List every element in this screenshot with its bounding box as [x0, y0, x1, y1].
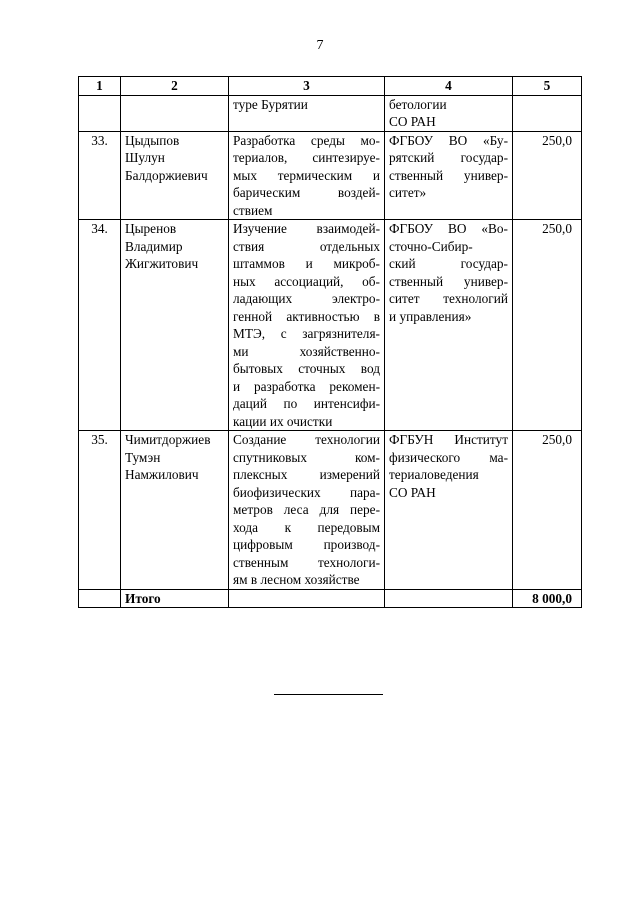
- topic-cell: [229, 431, 385, 590]
- topic-cell: [229, 131, 385, 220]
- name-line: Намжилович: [125, 467, 199, 482]
- name-line: Владимир: [125, 238, 183, 254]
- topic-line: мых термическим и: [233, 167, 380, 183]
- topic-line: метров леса для пере-: [233, 502, 380, 517]
- topic-line: ных ассоциаций, об-: [233, 273, 380, 289]
- organization-line: ситет технологий: [389, 291, 508, 306]
- organization-line: сточно-Сибир-: [389, 238, 473, 254]
- organization-line: физического ма-: [389, 449, 508, 465]
- topic-line: генной активностью в: [233, 308, 380, 324]
- name-cell: [121, 220, 229, 431]
- number-cell: 34.: [79, 220, 121, 431]
- organization-line: бетологии: [389, 96, 447, 112]
- topic-line: спутниковых ком-: [233, 449, 380, 465]
- organization-line: ФГБОУ ВО «Во-: [389, 221, 508, 236]
- topic-line: ми хозяйственно-: [233, 343, 380, 359]
- number-cell: [79, 95, 121, 131]
- organization-line: ФГБУН Институт: [389, 432, 508, 447]
- organization-line: СО РАН: [389, 484, 436, 500]
- topic-line: ладающих электро-: [233, 291, 380, 306]
- grants-table: [78, 76, 582, 608]
- topic-line: цифровым производ-: [233, 537, 380, 552]
- topic-line: ям в лесном хозяйстве: [233, 572, 360, 587]
- topic-line: барическим воздей-: [233, 185, 380, 200]
- topic-line: бытовых сточных вод: [233, 361, 380, 376]
- topic-line: биофизических пара-: [233, 484, 380, 500]
- topic-line: хода к передовым: [233, 519, 380, 535]
- table-row: [79, 431, 582, 590]
- name-cell: [121, 131, 229, 220]
- total-row: [79, 589, 582, 608]
- topic-line: териалов, синтезируе-: [233, 150, 380, 165]
- topic-line: Создание технологии: [233, 432, 380, 447]
- topic-line: кации их очистки: [233, 413, 333, 429]
- name-cell: [121, 431, 229, 590]
- header-cell: 3: [229, 77, 385, 96]
- name-line: Жигжитович: [125, 256, 199, 271]
- topic-line: Изучение взаимодей-: [233, 221, 380, 236]
- table-header-row: [79, 77, 582, 96]
- amount-cell: [513, 95, 582, 131]
- organization-cell: [385, 589, 513, 608]
- organization-line: ФГБОУ ВО «Бу-: [389, 132, 508, 148]
- topic-line: Разработка среды мо-: [233, 132, 380, 148]
- topic-cell: [229, 220, 385, 431]
- topic-line: плексных измерений: [233, 467, 380, 482]
- name-line: Тумэн: [125, 449, 161, 465]
- topic-line: ствия отдельных: [233, 238, 380, 254]
- total-value: 8 000,0: [513, 589, 582, 608]
- name-line: Чимитдоржиев: [125, 432, 211, 447]
- end-rule: [274, 694, 383, 695]
- organization-line: ственный универ-: [389, 167, 508, 183]
- amount-cell: 250,0: [513, 220, 582, 431]
- topic-line: даций по интенсифи-: [233, 396, 380, 411]
- topic-cell: [229, 589, 385, 608]
- topic-line: штаммов и микроб-: [233, 256, 380, 271]
- organization-line: СО РАН: [389, 114, 436, 129]
- number-cell: 33.: [79, 131, 121, 220]
- amount-cell: 250,0: [513, 131, 582, 220]
- header-cell: 4: [385, 77, 513, 96]
- topic-line: туре Бурятии: [233, 96, 308, 112]
- organization-line: териаловедения: [389, 467, 479, 482]
- organization-line: рятский государ-: [389, 150, 508, 165]
- organization-line: ский государ-: [389, 256, 508, 271]
- organization-cell: [385, 431, 513, 590]
- organization-cell: [385, 220, 513, 431]
- topic-line: ствием: [233, 202, 273, 218]
- organization-line: и управления»: [389, 308, 472, 324]
- number-cell: [79, 589, 121, 608]
- table-row: [79, 131, 582, 220]
- name-line: Цыдыпов: [125, 132, 180, 148]
- organization-cell: [385, 95, 513, 131]
- header-cell: 2: [121, 77, 229, 96]
- name-line: Цыренов: [125, 221, 177, 236]
- name-cell: [121, 95, 229, 131]
- total-label: Итого: [121, 589, 229, 608]
- name-line: Балдоржиевич: [125, 167, 208, 183]
- topic-line: и разработка рекомен-: [233, 378, 380, 394]
- topic-line: МТЭ, с загрязнителя-: [233, 326, 380, 341]
- table-row: [79, 220, 582, 431]
- header-cell: 1: [79, 77, 121, 96]
- name-line: Шулун: [125, 150, 165, 165]
- topic-cell: [229, 95, 385, 131]
- continuation-row: [79, 95, 582, 131]
- amount-cell: 250,0: [513, 431, 582, 590]
- header-cell: 5: [513, 77, 582, 96]
- organization-line: ситет»: [389, 185, 427, 200]
- number-cell: 35.: [79, 431, 121, 590]
- page-number: 7: [316, 38, 324, 53]
- topic-line: ственным технологи-: [233, 554, 380, 570]
- organization-line: ственный универ-: [389, 273, 508, 289]
- organization-cell: [385, 131, 513, 220]
